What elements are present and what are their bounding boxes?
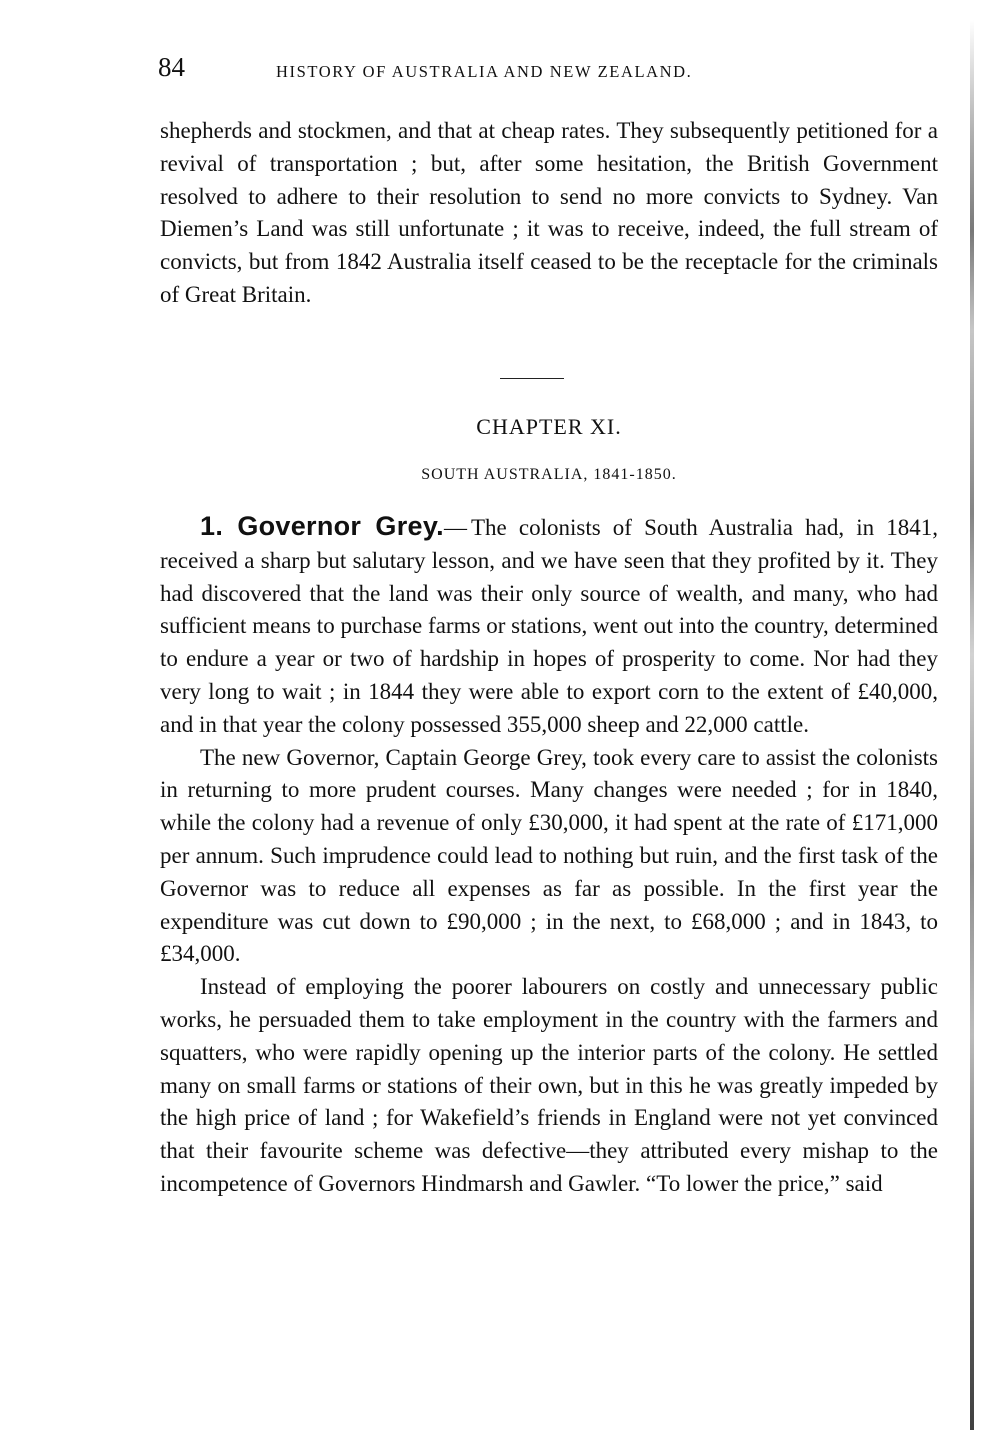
chapter-subtitle: SOUTH AUSTRALIA, 1841-1850. [421,466,677,483]
continued-paragraph-block [160,115,938,312]
section-heading-dash: — [443,515,467,540]
section-heading: 1. Governor Grey. [200,511,444,541]
section-paragraph-3: Instead of employing the poorer labourers on costly and unnecessary public works, he persuaded them to take employment in the country with the farmers and squatters, who were rapidly opening up the interior parts of the colony. He settled many on small farms or stations of their own, but in this he was greatly impeded by the high price of land ; for Wakefield’s friends in England were not yet convinced that their favourite scheme was defective—they attributed every mishap to the incompetence of Governors Hindmarsh and Gawler. “To lower the price,” said [160,974,938,1196]
page-number: 84 [158,52,185,82]
section-body [160,510,938,1201]
chapter-title: CHAPTER XI. [476,414,622,439]
section-paragraph-2: The new Governor, Captain George Grey, took every care to assist the colonists in returning to more prudent courses. Many changes were needed ; for in 1840, while the colony had a revenue of only £30,000, it had spent at the rate of £171,000 per annum. Such imprudence could lead to nothing but ruin, and the first task of the Governor was to reduce all expenses as far as possible. In the first year the expenditure was cut down to £90,000 ; in the next, to £68,000 ; and in 1843, to £34,000. [160,744,938,967]
continued-paragraph: shepherds and stockmen, and that at cheap rates. They subsequently petitioned for a revival of transportation ; but, after some hesitation, the British Government resolved to adhere to their resolution to send no more convicts to Sydney. Van Diemen’s Land was still unfortunate ; it was to receive, indeed, the full stream of convicts, but from 1842 Australia itself ceased to be the receptacle for the criminals of Great Britain. [160,118,938,307]
section-paragraph-1 [160,510,938,742]
page-edge-shadow [970,20,974,1430]
section-divider [500,378,564,379]
running-head [158,52,938,92]
paragraph-text: The colonists of South Australia had, in 1841, received a sharp but salutary lesson, and we have seen that they profited by it. They had discovered that the land was their only source of wealth, and many, who had sufficient means to purchase farms or stations, went out into the country, determined to endure a year or two of hardship in hopes of prosperity to come. Nor had they very long to wait ; in 1844 they were able to export corn to the extent of £40,000, and in that year the colony possessed 355,000 sheep and 22,000 cattle. [160,515,939,737]
running-title: HISTORY OF AUSTRALIA AND NEW ZEALAND. [276,62,693,81]
